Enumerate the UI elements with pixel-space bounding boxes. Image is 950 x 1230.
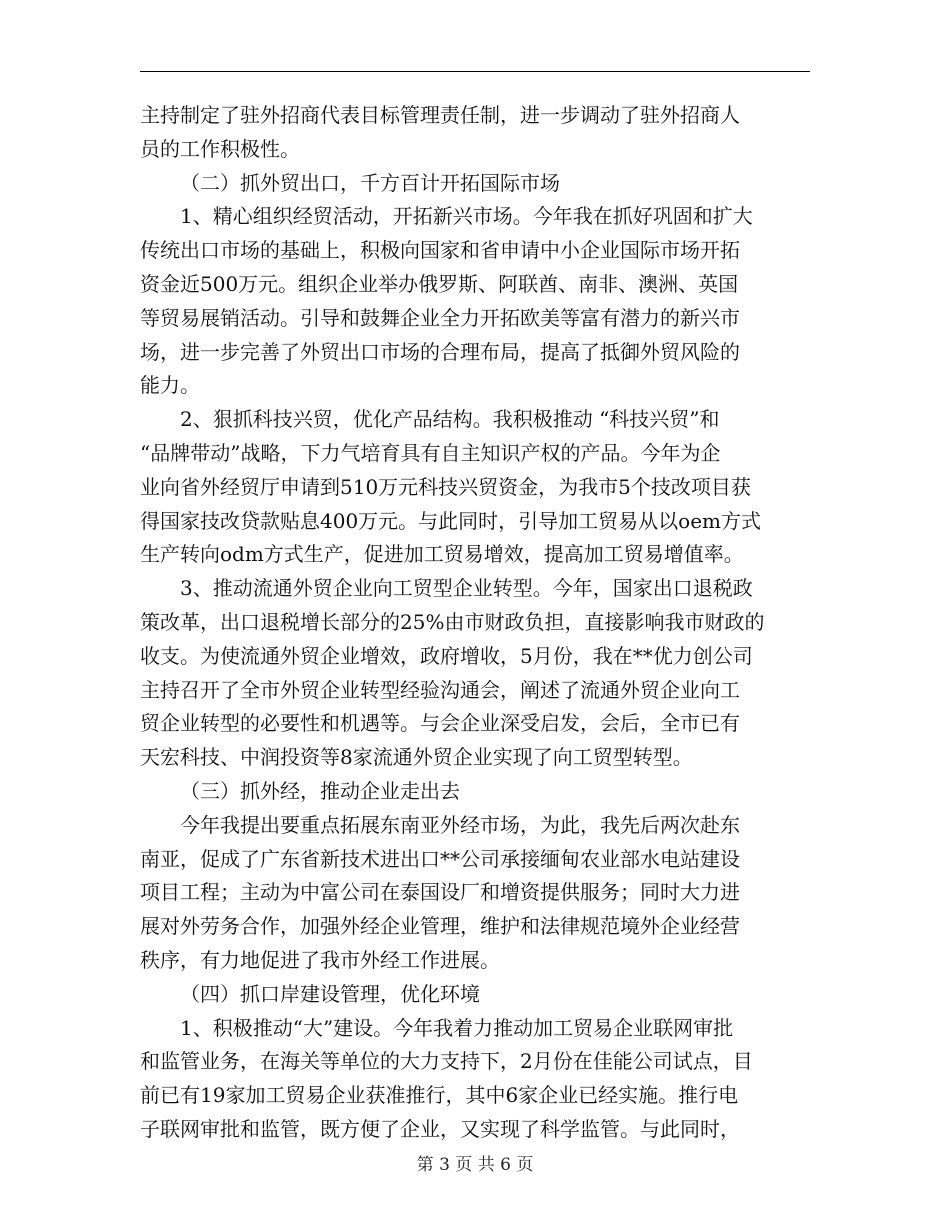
section-heading: （二）抓外贸出口，千方百计开拓国际市场 xyxy=(180,170,560,195)
text-line: 2、狠抓科技兴贸，优化产品结构。我积极推动 “科技兴贸”和 xyxy=(180,407,720,432)
document-body xyxy=(140,99,820,1147)
text-line: 员的工作积极性。 xyxy=(140,136,300,161)
text-line: 等贸易展销活动。引导和鼓舞企业全力开拓欧美等富有潜力的新兴市 xyxy=(140,305,740,330)
text-line: 资金近500万元。组织企业举办俄罗斯、阿联酋、南非、澳洲、英国 xyxy=(140,271,739,296)
text-line: 业向省外经贸厅申请到510万元科技兴贸资金，为我市5个技改项目获 xyxy=(140,474,751,499)
text-line: 前已有19家加工贸易企业获准推行，其中6家企业已经实施。推行电 xyxy=(140,1083,739,1108)
text-line: 南亚，促成了广东省新技术进出口**公司承接缅甸农业部水电站建设 xyxy=(140,846,740,871)
text-line: 得国家技改贷款贴息400万元。与此同时，引导加工贸易从以oem方式 xyxy=(140,508,762,533)
section-heading: （四）抓口岸建设管理，优化环境 xyxy=(180,981,480,1006)
text-line: 生产转向odm方式生产，促进加工贸易增效，提高加工贸易增值率。 xyxy=(140,542,744,567)
text-line: 主持制定了驻外招商代表目标管理责任制，进一步调动了驻外招商人 xyxy=(140,103,740,127)
text-line: 今年我提出要重点拓展东南亚外经市场，为此，我先后两次赴东 xyxy=(180,812,740,837)
text-line: 主持召开了全市外贸企业转型经验沟通会，阐述了流通外贸企业向工 xyxy=(140,677,740,702)
text-line: 策改革，出口退税增长部分的25%由市财政负担，直接影响我市财政的 xyxy=(140,609,765,634)
text-line: 能力。 xyxy=(140,373,200,398)
text-line: 传统出口市场的基础上，积极向国家和省申请中小企业国际市场开拓 xyxy=(140,238,740,263)
page-footer: 第 3 页 共 6 页 xyxy=(416,1155,534,1175)
text-line: 展对外劳务合作，加强外经企业管理，维护和法律规范境外企业经营 xyxy=(140,914,740,939)
text-line: 子联网审批和监管，既方便了企业，又实现了科学监管。与此同时， xyxy=(140,1116,740,1141)
text-line: 收支。为使流通外贸企业增效，政府增收，5月份，我在**优力创公司 xyxy=(140,643,753,668)
text-line: 3、推动流通外贸企业向工贸型企业转型。今年，国家出口退税政 xyxy=(180,576,753,601)
text-line: 天宏科技、中润投资等8家流通外贸企业实现了向工贸型转型。 xyxy=(140,745,693,770)
text-line: 秩序，有力地促进了我市外经工作进展。 xyxy=(140,947,500,972)
header-rule xyxy=(140,71,810,72)
text-line: 项目工程；主动为中富公司在泰国设厂和增资提供服务；同时大力进 xyxy=(140,880,740,905)
text-line: 1、积极推动“大”建设。今年我着力推动加工贸易企业联网审批 xyxy=(180,1015,734,1040)
text-line: “品牌带动”战略，下力气培育具有自主知识产权的产品。今年为企 xyxy=(140,440,721,465)
text-line: 和监管业务，在海关等单位的大力支持下，2月份在佳能公司试点，目 xyxy=(140,1049,753,1074)
text-line: 场，进一步完善了外贸出口市场的合理布局，提高了抵御外贸风险的 xyxy=(140,339,740,364)
text-line: 1、精心组织经贸活动，开拓新兴市场。今年我在抓好巩固和扩大 xyxy=(180,204,753,229)
text-line: 贸企业转型的必要性和机遇等。与会企业深受启发，会后，全市已有 xyxy=(140,711,740,736)
section-heading: （三）抓外经，推动企业走出去 xyxy=(180,778,460,803)
